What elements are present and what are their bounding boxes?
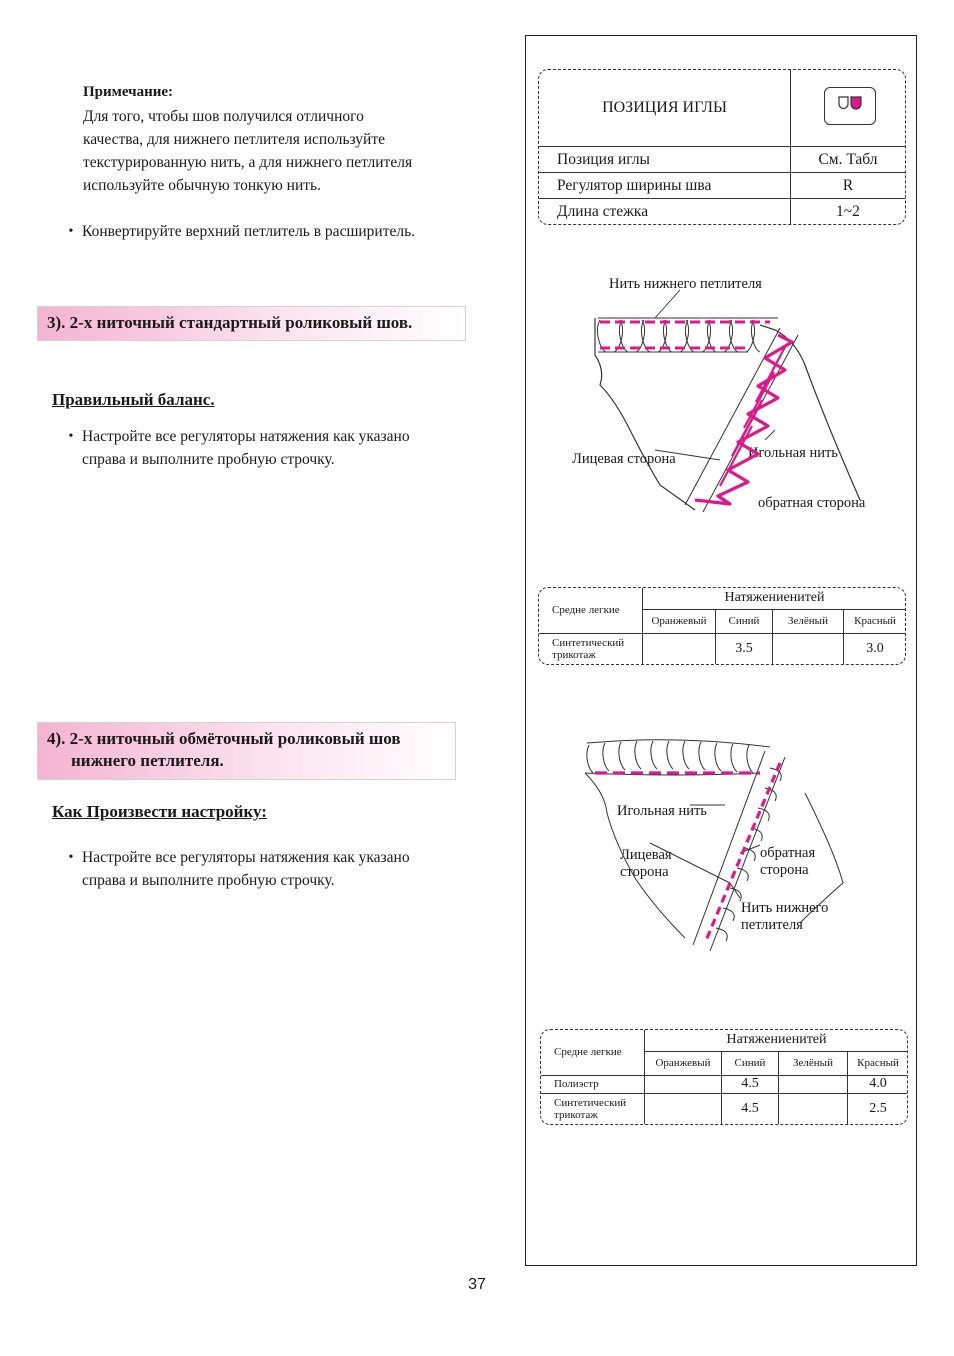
tension-table-1-box	[538, 587, 906, 665]
color-green: Зелёный	[773, 609, 844, 633]
bullet-convert	[66, 220, 496, 243]
value-blue: 3.5	[716, 633, 773, 665]
value-blue: 4.5	[722, 1093, 779, 1125]
section4-heading-band	[37, 722, 456, 780]
section3-heading-band	[37, 306, 466, 341]
note-line: качества, для нижнего петлителя используйте	[83, 131, 386, 148]
color-red: Красный	[844, 609, 907, 633]
needle-position-glyph	[825, 88, 875, 124]
value-red: 2.5	[848, 1093, 909, 1125]
table-row	[538, 587, 906, 609]
table-row	[538, 633, 906, 665]
diagram2-label-needle-thread: Игольная нить	[617, 803, 707, 819]
row-value: 1~2	[791, 199, 906, 225]
fabric-line: Синтетический	[554, 1097, 627, 1110]
label-line: петлителя	[741, 917, 803, 933]
tension-header: Натяжениенитей	[643, 587, 907, 609]
diagram1-label-right-side: Лицевая сторона	[572, 451, 676, 467]
note-line: текстурированную нить, а для нижнего петлителя	[83, 154, 413, 171]
divider	[790, 70, 791, 146]
value-green	[779, 1075, 848, 1093]
value-red: 3.0	[844, 633, 907, 665]
bullet-text	[82, 846, 410, 892]
color-orange: Оранжевый	[645, 1051, 722, 1075]
fabric-line: трикотаж	[554, 1109, 598, 1122]
label-line: сторона	[620, 864, 669, 880]
value-red: 4.0	[848, 1075, 909, 1093]
label-line: Лицевая	[620, 847, 672, 863]
table-row	[539, 199, 905, 225]
section4-bullet	[66, 846, 496, 892]
section3-subheading: Правильный баланс.	[52, 390, 215, 409]
diagram2-stitch-illustration	[575, 733, 865, 955]
bullet-line: Настройте все регуляторы натяжения как указано	[82, 849, 410, 866]
value-orange	[645, 1075, 722, 1093]
value-green	[779, 1093, 848, 1125]
label-line: обратная	[760, 845, 816, 861]
row-value: R	[791, 173, 906, 199]
color-green: Зелёный	[779, 1051, 848, 1075]
fabric-type-cell	[538, 633, 643, 665]
bullet-line: справа и выполните пробную строчку.	[82, 872, 335, 889]
section3-bullet	[66, 425, 496, 471]
section4-subheading: Как Произвести настройку:	[52, 802, 267, 821]
diagram1-stitch-illustration	[560, 290, 900, 530]
table-row	[539, 173, 905, 199]
value-orange	[645, 1093, 722, 1125]
color-blue: Синий	[722, 1051, 779, 1075]
section4-heading-line2: нижнего петлителя.	[71, 751, 224, 770]
table-row	[540, 1075, 908, 1093]
fabric-line: трикотаж	[552, 649, 596, 662]
row-label: Регулятор ширины шва	[539, 173, 791, 199]
tension-table-2	[540, 1029, 908, 1125]
bullet-icon: •	[68, 429, 74, 444]
section3-heading: 3). 2-х ниточный стандартный роликовый шов.	[47, 313, 413, 332]
bullet-icon: •	[68, 850, 74, 865]
note-line: Для того, чтобы шов получился отличного	[83, 108, 364, 125]
needle-position-header: ПОЗИЦИЯ ИГЛЫ	[602, 99, 727, 116]
note-body	[83, 105, 483, 197]
bullet-line: справа и выполните пробную строчку.	[82, 451, 335, 468]
diagram1-label-wrong-side: обратная сторона	[758, 495, 866, 511]
tension-header: Натяжениенитей	[645, 1029, 909, 1051]
label-line: сторона	[760, 862, 809, 878]
note-line: используйте обычную тонкую нить.	[83, 177, 321, 194]
bullet-icon: •	[68, 224, 74, 239]
color-orange: Оранжевый	[643, 609, 716, 633]
fabric-weight-cell: Средне легкие	[540, 1029, 645, 1075]
diagram1-label-needle-thread: Игольная нить	[748, 445, 838, 461]
color-blue: Синий	[716, 609, 773, 633]
bullet-line: Настройте все регуляторы натяжения как указано	[82, 428, 410, 445]
tension-table-2-box	[540, 1029, 908, 1125]
note-title: Примечание:	[83, 84, 174, 100]
fabric-type-cell: Полиэстр	[540, 1075, 645, 1093]
tension-table-1	[538, 587, 906, 665]
fabric-type-cell	[540, 1093, 645, 1125]
value-orange	[643, 633, 716, 665]
value-blue: 4.5	[722, 1075, 779, 1093]
fabric-weight-cell: Средне легкие	[538, 587, 643, 633]
value-green	[773, 633, 844, 665]
bullet-text	[82, 425, 410, 471]
bullet-text: Конвертируйте верхний петлитель в расширитель.	[82, 223, 416, 240]
needle-settings-table	[539, 146, 905, 225]
label-line: Нить нижнего	[741, 900, 829, 916]
fabric-line: Синтетический	[552, 637, 625, 650]
section4-heading-line1: 4). 2-х ниточный обмёточный роликовый шов	[47, 729, 401, 748]
needle-position-icon	[824, 87, 876, 125]
row-label: Позиция иглы	[539, 147, 791, 173]
color-red: Красный	[848, 1051, 909, 1075]
table-row	[540, 1093, 908, 1125]
table-row	[539, 147, 905, 173]
needle-position-box	[538, 69, 906, 225]
row-value: См. Табл	[791, 147, 906, 173]
table-row	[540, 1029, 908, 1051]
row-label: Длина стежка	[539, 199, 791, 225]
diagram1-label-lower-looper: Нить нижнего петлителя	[609, 276, 762, 292]
page-number: 37	[468, 1276, 486, 1293]
